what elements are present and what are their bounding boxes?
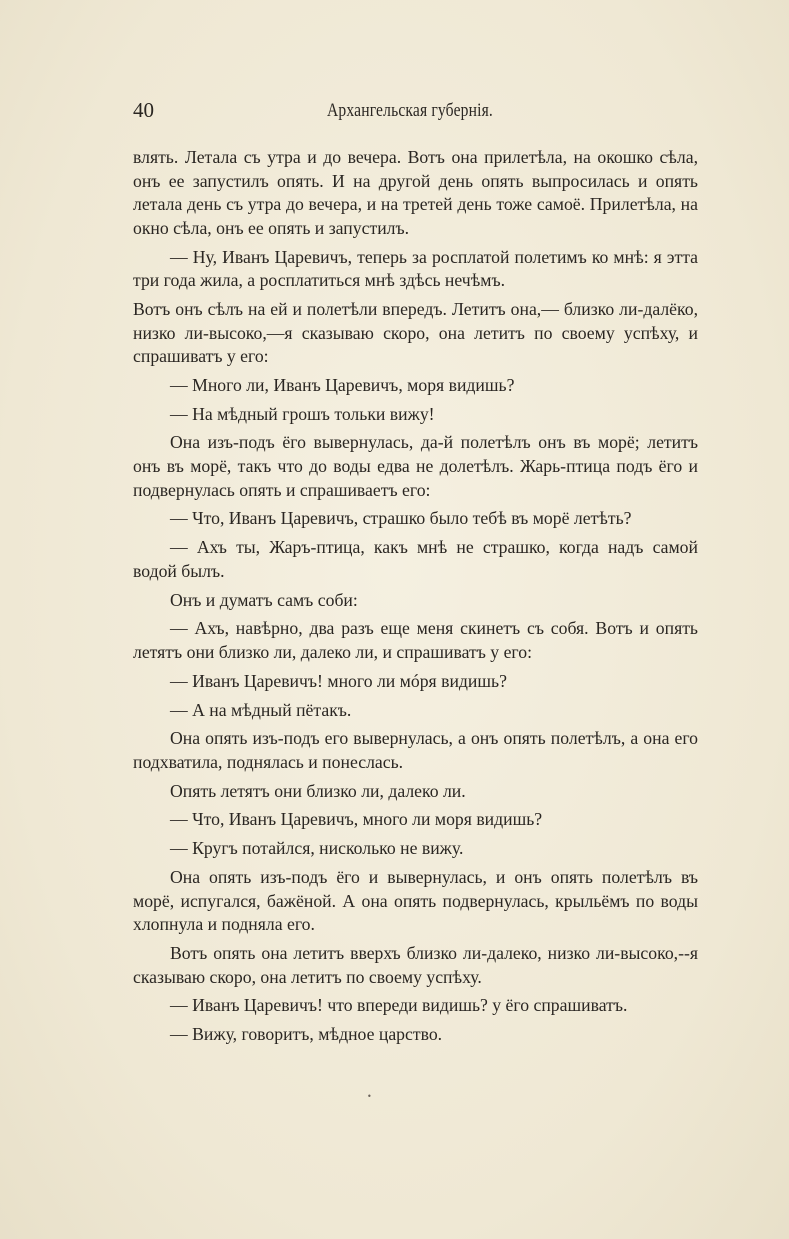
body-text — [133, 146, 698, 1052]
paragraph: — Много ли, Иванъ Царевичъ, моря видишь? — [170, 374, 515, 395]
paragraph: — На мѣдный грошъ тольки вижу! — [170, 403, 435, 424]
paragraph: влять. Летала съ утра и до вечера. Вотъ она прилетѣла, на окошко сѣла, онъ ее запустилъ опять. И на другой день опять выпросилась и опять летала день съ утра до вечера, и на третей день тоже самоё. Прилетѣла, на окно сѣла, онъ ее опять и запустилъ. — [133, 147, 698, 238]
page-header — [133, 98, 708, 128]
paragraph: — Ахъ ты, Жаръ-птица, какъ мнѣ не страшко, когда надъ самой водой былъ. — [133, 537, 698, 581]
paragraph: Вотъ онъ сѣлъ на ей и полетѣли впередъ. Летитъ она,— близко ли-далёко, низко ли-высоко,—я сказываю скоро, она летитъ по своему успѣху, и спрашиватъ у его: — [133, 298, 698, 367]
paragraph: — Вижу, говоритъ, мѣдное царство. — [170, 1024, 443, 1045]
paragraph: Она опять изъ-подъ его вывернулась, а онъ опять полетѣлъ, а она его подхватила, поднялась и понеслась. — [133, 728, 698, 772]
paragraph: — Что, Иванъ Царевичъ, страшко было тебѣ въ морё летѣть? — [170, 508, 632, 529]
running-title: Архангельская губернія. — [327, 100, 493, 121]
paragraph: Она опять изъ-подъ ёго и вывернулась, и онъ опять полетѣлъ въ морё, испугался, бажёной. А она опять подвернулась, крыльёмъ по воды хлопнула и подняла его. — [133, 867, 698, 935]
paragraph: — Что, Иванъ Царевичъ, много ли моря видишь? — [170, 809, 543, 830]
paragraph: — Ну, Иванъ Царевичъ, теперь за росплатой полетимъ ко мнѣ: я этта три года жила, а росплатиться мнѣ здѣсь нечѣмъ. — [133, 246, 698, 291]
paragraph: Опять летятъ они близко ли, далеко ли. — [170, 780, 466, 801]
end-dot-ornament: • — [367, 1092, 372, 1101]
paragraph: Онъ и думатъ самъ соби: — [170, 589, 358, 610]
paragraph: — А на мѣдный пётакъ. — [170, 699, 352, 720]
paragraph: Вотъ опять она летитъ вверхъ близко ли-далеко, низко ли-высоко,--я сказываю скоро, она летитъ по своему успѣху. — [133, 943, 698, 987]
paragraph: — Ахъ, навѣрно, два разъ еще меня скинетъ съ собя. Вотъ и опять летятъ они близко ли, далеко ли, и спрашиватъ у его: — [133, 618, 698, 662]
paragraph: Она изъ-подъ ёго вывернулась, да-й полетѣлъ онъ въ морё; летитъ онъ въ морё, такъ что до воды едва не долетѣлъ. Жарь-птица подъ ёго и подвернулась опять и спрашиваетъ его: — [133, 432, 698, 500]
paragraph: — Иванъ Царевичъ! что впереди видишь? у ёго спрашиватъ. — [170, 995, 628, 1016]
paragraph: — Иванъ Царевичъ! много ли мóря видишь? — [170, 670, 507, 691]
paragraph: — Кругъ потайлся, нисколько не вижу. — [170, 838, 464, 859]
page-number: 40 — [133, 98, 154, 122]
